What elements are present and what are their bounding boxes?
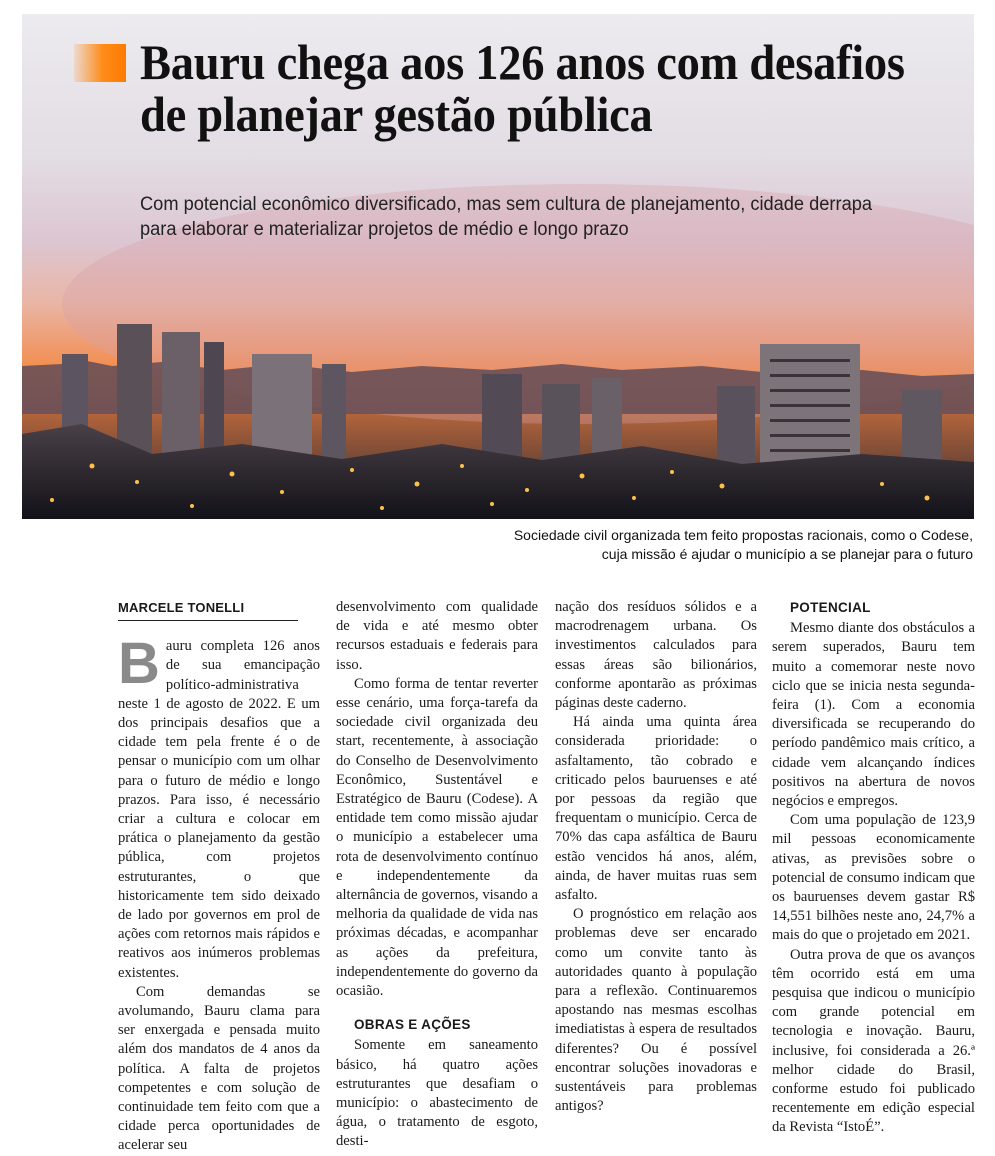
paragraph-5: Há ainda uma quinta área considerada prioridade: o asfaltamento, tão cobrado e criticado pelos bauruenses e até por pessoas da região que frequentam o município. Cerca de 70% das capa asfáltica de Bauru estão vencidos há anos, além, ainda, de haver muitas ruas sem asfalto. bbox=[555, 714, 757, 904]
drop-cap: B bbox=[118, 631, 160, 697]
article-column-1 bbox=[118, 598, 320, 1156]
caption-line-1: Sociedade civil organizada tem feito propostas racionais, como o Codese, bbox=[513, 527, 973, 543]
subhead: Com potencial econômico diversificado, mas sem cultura de planejamento, cidade derrapa para elaborar e materializar projetos de médio e longo prazo bbox=[140, 194, 873, 240]
paragraph-2-cont: desenvolvimento com qualidade de vida e até mesmo obter recursos estaduais e federais para isso. bbox=[336, 599, 538, 673]
paragraph-3: Como forma de tentar reverter esse cenário, uma força-tarefa da sociedade civil organizada deu start, recentemente, à associação do Conselho de Desenvolvimento Econômico, Sustentável e Estratégico de Bauru (Codese). A entidade tem como missão ajudar o município a estabelecer uma rota de desenvolvimento contínuo e independentemente da alternância de governos, visando a melhoria da qualidade de vida nas próximas décadas, e acompanhar as ações da prefeitura, independentemente do governo da ocasião. bbox=[336, 675, 538, 1000]
article-column-3 bbox=[555, 598, 757, 1116]
headline-accent-block bbox=[74, 44, 126, 82]
paragraph-2: Com demandas se avolumando, Bauru clama para ser enxergada e pensada muito além dos mandatos de 4 anos da política. A falta de projetos competentes e com solução de continuidade tem feito com que a cidade perca oportunidades de acelerar seu bbox=[118, 983, 320, 1154]
paragraph-4: Somente em saneamento básico, há quatro ações estruturantes que desafiam o município: o abastecimento de água, o tratamento de esgoto, desti- bbox=[336, 1037, 538, 1150]
section-head-potencial: POTENCIAL bbox=[790, 600, 871, 615]
article-column-4 bbox=[772, 598, 975, 1138]
paragraph-9: Outra prova de que os avanços têm ocorrido está em uma pesquisa que indicou o município com grande potencial em tecnologia e inovação. Bauru, inclusive, foi considerada a 26.ª melhor cidade do Brasil, conforme estudo foi publicado recentemente em edição especial da Revista “IstoÉ”. bbox=[772, 946, 975, 1136]
paragraph-7: Mesmo diante dos obstáculos a serem superados, Bauru tem muito a comemorar neste novo ciclo que se inicia nesta segunda-feira (1). Com a economia diversificada se recuperando do período pandêmico mais crítico, a cidade vem alcançando índices positivos na abertura de novos negócios e empregos. bbox=[772, 620, 975, 810]
paragraph-8: Com uma população de 123,9 mil pessoas economicamente ativas, as previsões sobre o potencial de consumo indicam que os bauruenses devem gastar R$ 14,551 bilhões neste ano, 24,7% a mais do que o projetado em 2021. bbox=[772, 812, 975, 944]
caption-line-2: cuja missão é ajudar o município a se planejar para o futuro bbox=[601, 546, 973, 562]
headline: Bauru chega aos 126 anos com desafios de planejar gestão pública bbox=[140, 34, 905, 142]
section-head-obras: OBRAS E AÇÕES bbox=[354, 1017, 471, 1033]
hero-photo bbox=[22, 14, 974, 519]
paragraph-4-cont: nação dos resíduos sólidos e a macrodrenagem urbana. Os investimentos calculados para essas áreas são bilionários, conforme apontarão as próximas páginas deste caderno. bbox=[555, 599, 757, 712]
paragraph-1 bbox=[118, 631, 320, 983]
article-column-2 bbox=[336, 598, 538, 1152]
photo-caption bbox=[413, 526, 973, 564]
byline: MARCELE TONELLI bbox=[118, 598, 298, 621]
paragraph-1-text: auru completa 126 anos de sua emancipação político-administrativa neste 1 de agosto de 2022. E um dos principais desafios que a cidade tem pela frente é o de pensar o município com um olhar para o futuro de médio e longo prazos. Para isso, é necessário criar a cultura e colocar em prática o planejamento da gestão pública, com projetos estruturantes, o que historicamente tem sido deixado de lado por governos em prol de ações com retornos mais rápidos e reativos aos inúmeros problemas existentes. bbox=[118, 638, 320, 981]
paragraph-6: O prognóstico em relação aos problemas deve ser encarado como um convite tanto às autoridades quanto à população para a reflexão. Continuaremos apostando nas mesmas escolhas imediatistas à espera de resultados diferentes? Ou é possível encontrar soluções inovadoras e sustentáveis para problemas antigos? bbox=[555, 906, 757, 1115]
